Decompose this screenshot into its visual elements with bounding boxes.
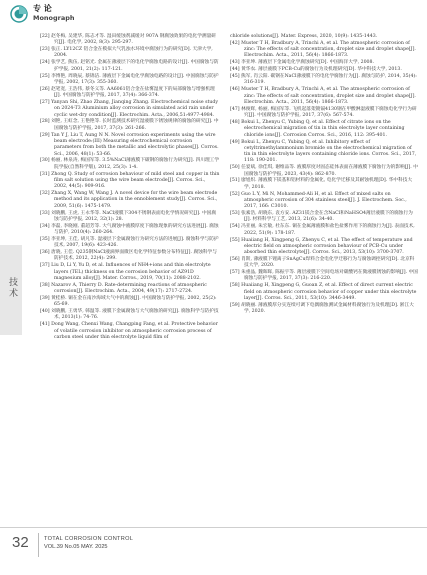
reference-entry: [59] 胡晓丽. 薄液膜厚分实连续可调下电偶腐蚀测试金属材料腐蚀行为及机理[D]. 浙江大学, 2020.	[230, 302, 414, 315]
reference-entry: [39] 黄桂桥. 铜在金在南沙海域大气中的腐蚀[J]. 中国腐蚀与防护学报, 2002, 25(2): 65-69.	[40, 295, 217, 308]
side-category-label: 技术	[7, 277, 17, 299]
reference-entry: [55] Huaiiang H, Xingpeng G, Zhenyu C, et al. The effect of temperature and electric field on atmospheric corrosion behaviour of PCB-Cu under absorbed thin electrolyte[J]. Corros. Sci., 2013, 53(10): 3700-3707.	[230, 237, 413, 256]
reference-entry: [40] 刘晓鹏, 王勇华, 韩温等. 液膜下金属腐蚀与大气腐蚀的研究[J]. 腐蚀科学与防护技术, 2013(1): 74-76.	[40, 309, 219, 321]
reference-entry: [38] Nazarov A, Thierry D. Rate-determining reactions of atmospheric corrosion[J]. Electrochim. Acta., 2004, 49(17): 2717-2724.	[40, 282, 207, 295]
page-header	[0, 0, 427, 30]
reference-entry: [43] 李亚坤. 薄液层下金属电化学腐蚀研究[D]. 中国海洋大学, 2008.	[230, 60, 375, 66]
reference-entry: [58] Huaiiang H, Xingpeng G, Guoan Z, et al. Effect of direct current electric field on atmospheric corrosion behavior of copper under thin electrolyte layer[J]. Corros. Sci., 2011, 53(10): 3446-3449.	[230, 283, 417, 301]
reference-entry: [46] Muster T H, Bradbury A, Trinchi A, et al. The atmospheric corrosion of zinc: The effects of salt concentration, droplet size and droplet shape[J]. Electrochim. Acta., 2011, 56(4): 1866-1873.	[230, 87, 416, 105]
reference-entry: [41] Dong Wang, Chenxi Wang, Changping Fang, et al. Protective behavior of volatile corrosion inhibitor on atmospheric corrosion process of carbon steel under thin electrolyte liquid film of	[40, 322, 218, 340]
reference-entry: [51] 廖旭炽. 薄液膜下镁基和铝材料的金属化, 电化学迁移及其耐蚀机理[D]. 华中科技大学, 2018.	[230, 178, 413, 190]
reference-entry: [35] 李亚坤, 王佳, 胡凡等. 湿液层下金属腐蚀行为研究方法的进展[J]. 腐蚀科学与防护技术, 2007, 19(6): 423-426.	[40, 236, 219, 249]
reference-entry: chloride solutions[J]. Mater. Express, 2020, 10(9): 1435-1443.	[230, 34, 378, 39]
reference-entry: [50] 任宴斌, 徐佳琪, 谢维品等. 液膜厚度对固态硅体表面在薄液膜下腐蚀行为的影响[J]. 中国腐蚀与防护学报, 2023, 43(4): 862-870.	[230, 165, 418, 177]
reference-entry: [49] Bokui L, Zhenyu C, Yubing Q, et al. Inhibitory effect of cetyltrimethylammonium bromide on the electrochemical migration of tin in thin electrolyte layers containing chloride ions. Corros. Sci., 2017, 118: 190-201.	[230, 139, 417, 164]
reference-entry: [42] Muster T H, Bradbury A, Trinchi A, et al. The atmospheric corrosion of zinc: The effects of salt concentration, droplet size and droplet shape[J]. Electrochim. Acta., 2011, 56(4): 1866-1873.	[230, 40, 416, 59]
reference-entry: [22] 赵冬梅, 吴建华, 陈志才等. 湿田缓蚀剂减缓对 907A 钢腐蚀效果的电化学测量研究[J]. 电化学, 2002, 8(3): 295-297.	[40, 34, 216, 46]
reference-entry: [54] 冯亚丽, 朱宏敏, 杜东东. 铜在金属薄液膜和盐色盐雾作用下的腐蚀行为[J]. 表面技术, 2022, 51(9): 178-187.	[230, 224, 415, 236]
reference-entry: [29] Tan Y J, Liu T, Aung N N. Novel corrosion experiments using the wire beam electrode:(III) Measuring electrochemical corrosion parameters from both the metallic and electrolytic phases[J]. Corros. Sci., 2006, 48(1): 53-66.	[40, 132, 219, 157]
references-left-column	[40, 34, 220, 342]
reference-entry: [36] 唐晓, 王佳. Q235钢NaCl液滴界面微区电化学特征参数分布特征[J]. 腐蚀科学与防护技术, 2012, 22(4): 299.	[40, 250, 217, 262]
reference-entry: [24] 张学艺, 熊伍, 赵铭光. 金属在薄液层下的电化学腐蚀电路的设计[J]. 中国腐蚀与防护学报, 2001, 21(2): 117-121.	[40, 60, 219, 72]
reference-entry: [52] Guo L Y, Mi N, Mohammed-Ali H, et al. Effect of mixed salts on atmospheric corrosion of 304 stainless steel[J]. J. Electrochem. Soc., 2017, 166: C3010.	[230, 191, 407, 210]
reference-entry: [32] Zhang X, Wang W, Wang J. A novel device for the wire beam electrode method and its application in the ennoblement study[J]. Corros. Sci., 2009, 51(6): 1475-1479.	[40, 191, 218, 209]
reference-entry: [48] Bokui L, Zhenyu C, Yubing Q, et al. Effect of citrate ions on the electrochemical migration of tin in thin electrolyte layer containing chloride ions[J]. Corrosion Corros. Sci., 2016, 112: 395-401.	[230, 120, 405, 138]
reference-entry: [56] 肖斯, 薄液膜下锂离子SnAgCu焊料合金电化学迁移行为与腐蚀调控研究[D]. 北京科技大学, 2020.	[230, 257, 415, 269]
journal-volume: VOL.39 No.05 MAY. 2025	[44, 544, 108, 550]
monograph-logo-icon	[10, 5, 28, 23]
section-subtitle: Monograph	[33, 14, 75, 22]
reference-entry: [31] Zhong Q. Study of corrosion behaviour of mild steel and copper in thin film salt solution using the wire beam electrode[J]. Corros. Sci., 2002, 44(5): 909-916.	[40, 171, 220, 190]
reference-entry: [57] 朱重晶, 魏晖晖, 陈振宇等. 薄层液膜下空间电场对碳酸钙在微液膜锈蚀的影响[J]. 中国腐蚀与防护学报, 2017, 37(3): 216-220.	[230, 270, 418, 282]
references-right-column	[230, 34, 418, 316]
reference-entry: [45] 熊军, 肖云阳. 碳钢在NaCl薄液膜下的电化学腐蚀行为[J]. 腐蚀与防护, 2014, 35(4): 316-319.	[230, 74, 417, 86]
reference-entry: [27] Yanyan Shi, Zhao Zhang, Jianqing Zhang. Electrochemical noise study on 2024-T3 Aluminium alloy corrosion in simulated acid rain under cyclic wet-dry condition[J]. Electrochim. Acta., 2006,51:4977-4984.	[40, 99, 219, 118]
reference-entry: [30] 杨丽, 林泉涛, 梅国军等. 3.5%NaCl薄液膜下碳钢的腐蚀行为研究[J]. 四川理工学院学报(自然科学版), 2012, 25(3): 1-4.	[40, 158, 220, 170]
reference-entry: [26] 赵笔宽, 王浩伟, 蔡冬义等. AA6061铝合金在盐雾湿度下的局部腐蚀与增强机理 [J]. 中国腐蚀与防护学报, 2017, 37(4): 366-374.	[40, 86, 215, 99]
footer-rule	[0, 527, 427, 528]
reference-entry: [33] 刘晓鹏, 王虎, 王永华等. NaCl液膜下304不锈钢表面电化学情况研究[J]. 中国腐蚀与防护学报, 2012, 32(1): 28.	[40, 210, 217, 222]
journal-name: TOTAL CORROSION CONTROL	[44, 536, 134, 542]
footer-divider	[38, 533, 39, 557]
reference-entry: [44] 黄华农. 薄层液膜下PCB-Cu的腐蚀行为及机理研究[D]. 华中科技大学, 2013.	[230, 67, 402, 73]
reference-entry: [25] 李博艳, 周晓辰, 蔡锦洁. 薄液层下金属电化学腐蚀电路的设计[J]. 中国腐蚀与防护学报, 2002, 17(3): 355-360.	[40, 73, 219, 85]
reference-entry: [47] 林俊辉, 杨丽, 梅国军等. 飞机起落架镀镉4130钢在甲酸淋湿液膜下腐蚀电化学行为研究[J]. 中国腐蚀与防护学报, 2017, 37(6): 567-574.	[230, 106, 417, 119]
reference-entry: [28] 刘艳, 王虹念, 王艳艳等. 长时监测技术研究湿液膜下锈蚀规律的腐蚀的研究[J]. 中国腐蚀与防护学报, 2017, 37(3): 261-266.	[40, 119, 219, 131]
section-title: 专 论	[33, 4, 52, 13]
reference-entry: [23] 张正. LY12CZ 铝合金在模拟大气乳浊水环境中腐蚀行为的研究[D]. 天津大学, 2004.	[40, 47, 213, 59]
page-number: 32	[12, 534, 29, 551]
reference-entry: [37] Liu D, Li Y, Yu D, et al. Influences of NH4+ions and thin electrolyte layers (TEL) thickness on the corrosion behavior of AZ91D magnesium alloy[J]. Mater. Corros., 2019, 70(11): 2088-2102.	[40, 263, 211, 281]
reference-entry: [34] 李磊, 李晓刚, 董超芳等. 大气腐蚀中液膜厚度下腐蚀现象的研究方法进展[J]. 腐蚀与防护, 2010(4): 260-264.	[40, 223, 219, 236]
reference-entry: [53] 张素浩, 胡晓东, 袁方安. AZ31镁合金在含NaCl和NaHSO4薄层液膜下的腐蚀行为[J]. 材料科学与工艺, 2013, 21(6): 34-40.	[230, 211, 413, 223]
side-category-tab	[0, 245, 22, 335]
